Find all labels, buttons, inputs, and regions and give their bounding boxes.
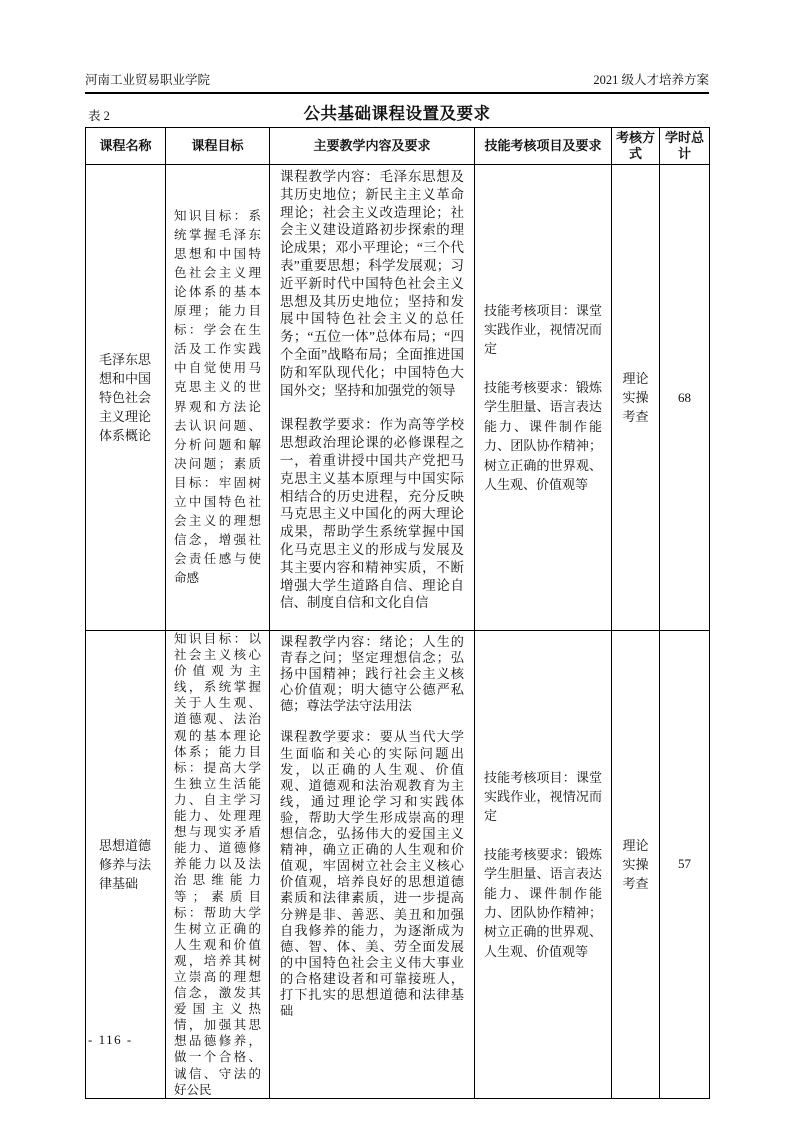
col-header-assessment-method: 考核方式 [612, 128, 660, 165]
cell-course-name [86, 631, 166, 1099]
course-objectives-text: 知识目标：系统掌握毛泽东思想和中国特色社会主义理论体系的基本原理；能力目标：学会在生活及工作实践中自觉使用马克思主义的世界观和方法论去认识问题、分析问题和解决问题；素质目标：牢固树立中国特色社会主义的理想信念，增强社会责任感与使命感 [174, 208, 261, 586]
course-objectives-text: 知识目标：以社会主义核心价值观为主线，系统掌握关于人生观、道德观、法治观的基本理论体系；能力目标：提高大学生独立生活能力、自主学习能力、处理理想与现实矛盾能力、道德修养能力以及法治思维能力等；素质目标：帮助大学生树立正确的人生观和价值观，培养其树立崇高的理想信念，激发其爱国主义热情，加强其思想品德修养，做一个合格、诚信、守法的好公民 [174, 632, 261, 1097]
table-caption [85, 100, 709, 126]
skill-item-text: 技能考核项目：课堂实践作业，视情况而定 [484, 302, 602, 357]
cell-teaching-content [270, 631, 475, 1099]
total-hours-value: 57 [678, 856, 691, 872]
cell-teaching-content [270, 165, 475, 631]
cell-total-hours [660, 631, 710, 1099]
running-header-plan: 2021 级人才培养方案 [593, 73, 709, 87]
table-row-maozedong-course [86, 165, 710, 631]
cell-skill-assessment [475, 165, 612, 631]
teaching-requirements-text: 课程教学要求：作为高等学校思想政治理论课的必修课程之一，着重讲授中国共产党把马克思主义基本原理与中国实际相结合的历史进程，充分反映马克思主义中国化的两大理论成果，帮助学生系统掌握中国化马克思主义的形成与发展及其主要内容和精神实质，不断增强大学生道路自信、理论自信、制度自信和文化自信 [280, 417, 464, 611]
table-label: 表 2 [88, 109, 110, 123]
running-header-school: 河南工业贸易职业学院 [85, 73, 211, 87]
cell-course-name [86, 165, 166, 631]
cell-course-objectives [166, 165, 270, 631]
cell-total-hours [660, 165, 710, 631]
skill-item-text: 技能考核项目：课堂实践作业，视情况而定 [484, 769, 602, 824]
cell-assessment-method [612, 631, 660, 1099]
col-header-total-hours: 学时总计 [660, 128, 710, 165]
col-header-course-name: 课程名称 [86, 128, 166, 165]
col-header-course-objectives: 课程目标 [166, 128, 270, 165]
running-header [85, 72, 709, 88]
course-name-text: 思想道德修养与法律基础 [99, 837, 152, 891]
col-header-skill-assessment: 技能考核项目及要求 [475, 128, 612, 165]
table-row-sixiangdaode-course [86, 631, 710, 1099]
cell-course-objectives [166, 631, 270, 1099]
cell-assessment-method [612, 165, 660, 631]
teaching-content-text: 课程教学内容：毛泽东思想及其历史地位；新民主主义革命理论；社会主义改造理论；社会主义建设道路初步探索的理论成果；邓小平理论；“三个代表”重要思想；科学发展观；习近平新时代中国特色社会主义思想及其历史地位；坚持和发展中国特色社会主义的总任务；“五位一体”总体布局；“四个全面”战略布局；全面推进国防和军队现代化；中国特色大国外交；坚持和加强党的领导 [280, 169, 464, 398]
col-header-teaching-content: 主要教学内容及要求 [270, 128, 475, 165]
page-number: - 116 - [88, 1032, 133, 1047]
header-rule [85, 92, 709, 94]
course-table [85, 127, 710, 1099]
assessment-method-text: 理论实操考查 [622, 837, 649, 891]
teaching-content-text: 课程教学内容：绪论；人生的青春之问；坚定理想信念；弘扬中国精神；践行社会主义核心价值观；明大德守公德严私德；尊法学法守法用法 [280, 634, 464, 714]
table-title: 公共基础课程设置及要求 [303, 104, 491, 123]
skill-requirements-text: 技能考核要求：锻炼学生胆量、语言表达能力、课件制作能力、团队协作精神；树立正确的世界观、人生观、价值观等 [484, 379, 602, 492]
course-name-text: 毛泽东思想和中国特色社会主义理论体系概论 [99, 352, 152, 443]
cell-skill-assessment [475, 631, 612, 1099]
total-hours-value: 68 [678, 389, 691, 405]
skill-requirements-text: 技能考核要求：锻炼学生胆量、语言表达能力、课件制作能力、团队协作精神；树立正确的世界观、人生观、价值观等 [484, 846, 602, 959]
assessment-method-text: 理论实操考查 [622, 371, 649, 424]
table-header-row [86, 128, 710, 165]
teaching-requirements-text: 课程教学要求：要从当代大学生面临和关心的实际问题出发，以正确的人生观、价值观、道德观和法治观教育为主线，通过理论学习和实践体验，帮助大学生形成崇高的理想信念，弘扬伟大的爱国主义精神，确立正确的人生观和价值观，牢固树立社会主义核心价值观，培养良好的思想道德素质和法律素质，进一步提高分辨是非、善恶、美丑和加强自我修养的能力，为逐渐成为德、智、体、美、劳全面发展的中国特色社会主义伟大事业的合格建设者和可靠接班人，打下扎实的思想道德和法律基础 [280, 729, 464, 1019]
